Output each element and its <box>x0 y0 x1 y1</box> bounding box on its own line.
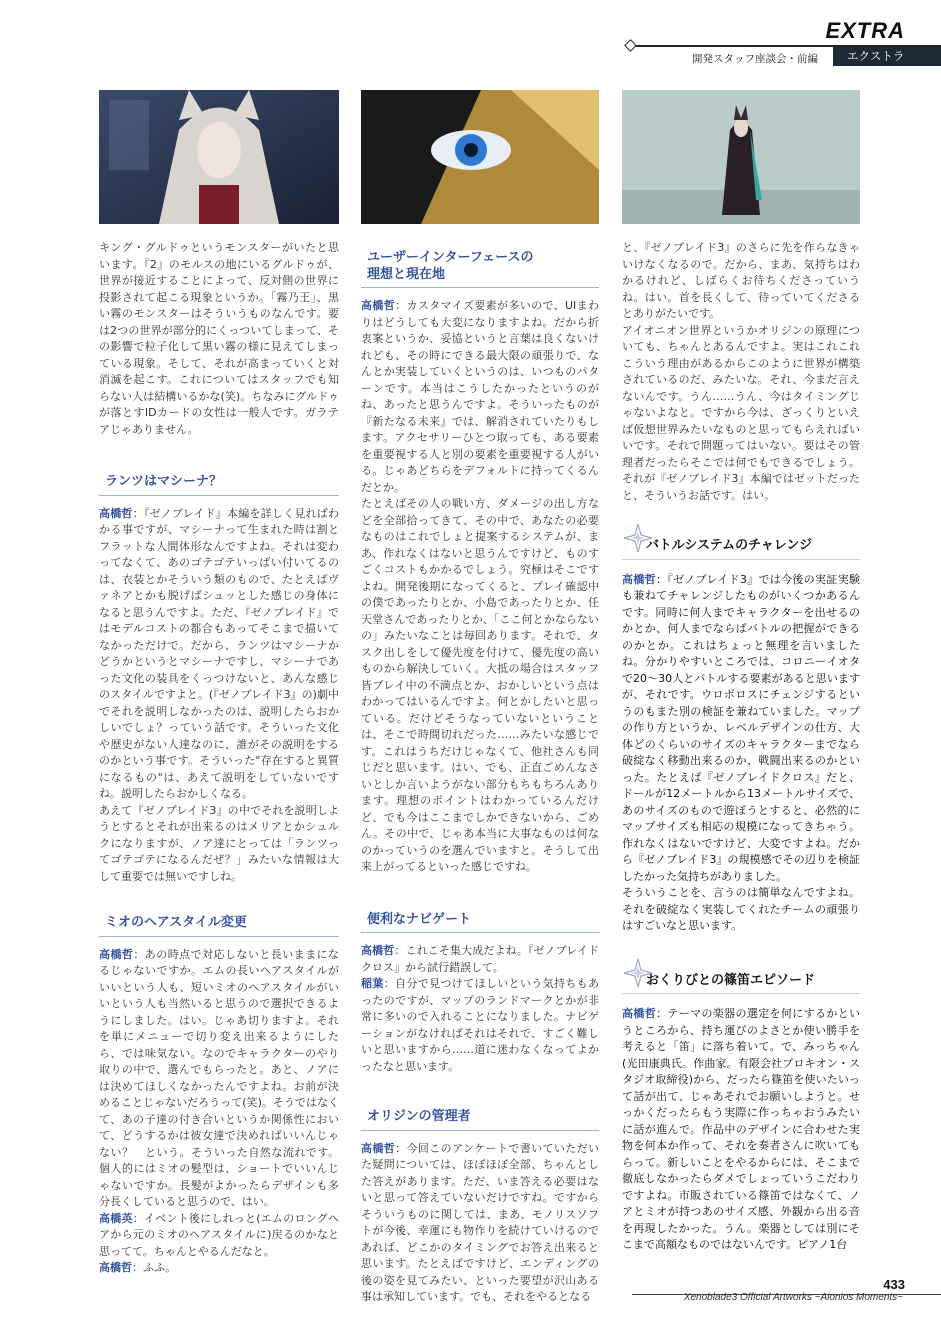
column-1 <box>99 240 339 1277</box>
speech-text: ：『ゼノブレイド』本編を詳しく見ればわかる事ですが、マシーナって生まれた時は割とフラットな人間体形なんですよね。それは変わってなくて、あのゴテゴテいっぱい付いてるのは、衣装とかそういう類のもので、たとえばヴァネアとかも脱げばシュッとした感じの身体になると思うんですよ。ただ、『ゼノブレイド』ではモデルコストの都合もあってそこまで描いてなかっただけで。だから、ランツはマシーナかどうかというとマシーナですし、マシーナであった文化の装具をくっつけないと、あんな感じのスタイルですよと。(『ゼノブレイド3』の)劇中でそれを説明しなかったのは、説明したらおかしいでしょ？っていう話です。そういった文化や歴史がない人達なのに、誰がその説明をするのかという事です。そういった"存在すると異質になるもの"は、あえて説明をしていないですね。説明したらおかしくなる。 <box>99 506 339 800</box>
speech-text: ：テーマの楽器の選定を何にするかというところから、持ち運びのよさとか使い勝手を考えると「笛」に落ち着いて。で、みっちゃん(光田康典氏。作曲家。有限会社プロキオン・スタジオ取締役)から、だったら篠笛を使いたいって話が出て、じゃあそれでお願いしようと。せっかくだったらもう実際に作っちゃおうみたいに話が進んで。作品中のデザインに合わせた実物を何本か作って、それを奏者さんに吹いてもらって。新しいことをやるからには、そこまで徹底しなかったらダメでしょっていうこだわりですよね。市販されている篠笛ではなくて、ノアとミオが持つあのサイズ感、外観から出る音を再現したかった。うん。楽器としては別にそこまで高額なものではないんです。ピアノ1台 <box>622 1007 861 1251</box>
paragraph <box>622 572 860 886</box>
column-2 <box>361 240 599 1306</box>
paragraph: と、『ゼノブレイド3』のさらに先を作らなきゃいけなくなるので。だから、まあ、気持ちはわかるけれど、しばらくお待ちくださっていうね。はい。首を長くして、待っていてくださるとありがたいです。 <box>622 241 860 320</box>
diamond-ornament-icon <box>624 39 637 52</box>
heading-line: 理想と現在地 <box>367 266 446 282</box>
photo-robed-figure <box>622 90 860 224</box>
paragraph <box>99 947 339 1211</box>
paragraph <box>361 976 599 1075</box>
paragraph <box>361 1141 599 1306</box>
paragraph <box>99 1260 339 1277</box>
header-section-label: エクストラ <box>833 47 941 66</box>
speaker-name: 高橋哲 <box>622 1007 657 1020</box>
photo-blue-eye-closeup <box>361 90 599 224</box>
speaker-name: 高橋哲 <box>361 1141 396 1155</box>
paragraph <box>99 506 339 803</box>
paragraph: キング・グルドゥというモンスターがいたと思います。『2』のモルスの地にいるグルドゥが、世界が接近することによって、反対側の世界に投影されて起こる現象というか。「霧乃王」、黒い霧のモンスターはそういうものなんです。要は2つの世界が部分的にくっついてしまって、その影響で粒子化して黒い霧の様に見えてしまっている現象。そして、それが高まっていくと対消滅を起こす。これについてはスタッフでも知らない人は結構いるかな(笑)。ちなみにグルドゥが落とすIDカードの女性は一般人です。ガラテアじゃありません。 <box>99 241 339 436</box>
paragraph: たとえばその人の戦い方、ダメージの出し方などを全部拾ってきて、その中で、あなたの必要なものはこれでしょと提案するシステムが、まあ、作れなくはないと思うんですけど、ものすごくコストもかかるでしょう。究極はそこですよね。開発後期になってくると、プレイ確認中の僕であったりとか、小島であったりとか、任天堂さんであったりとか、「ここ何とかならないの」みたいなことは毎回あります。それで、タスク出しをして優先度を付けて、優先度の高いものから解決していく。大抵の場合はスタッフ皆プレイ中の不満点とか、おかしいという点はわかってはいるんですよ。何とかしたいと思っている。だけどそうなっていないということは、そこで時間切れだった……みたいな感じです。これはうちだけじゃなくて、他社さんも同じだと思います。はい、でも、正直ごめんなさいとしか言いようがない部分もちもちろんあります。理想のポイントはわかっているんだけど、でも今はここまでしかできないから、ごめん。その中で、じゃあ本当に大事なものは何なのかっていうのを選んでいますと。そうして出来上がってるといった感じですね。 <box>361 497 599 873</box>
speech-text: ：自分で見つけてほしいという気持ちもあったのですが、マップのランドマークとかが非常に多いので入れることになりました。ナビゲーションがなければそれはそれで、すごく難しいと思いますから……道に迷わなくなってよかったなと思います。 <box>361 977 600 1073</box>
speech-text: ：イベント後にしれっと(エムのロングヘアから元のミオのヘアスタイルに)戻るのかなと思ってて。ちゃんとやるんだなと。 <box>99 1211 339 1258</box>
paragraph <box>622 1006 860 1254</box>
extra-title: EXTRA <box>825 18 905 43</box>
section-heading <box>622 969 860 995</box>
paragraph: あえて『ゼノブレイド3』の中でそれを説明しようとするとそれが出来るのはメリアとかシュルクになりますが、ノア達にとっては「ランツってゴテゴテになるんだぜ？」みたいな情報は大して重要では無いですしね。 <box>99 803 339 883</box>
photo-white-haired-character <box>99 90 339 224</box>
section-heading <box>622 534 860 560</box>
speech-text: ：これこそ集大成だよね。『ゼノブレイドクロス』から試行錯誤して。 <box>361 944 599 974</box>
speaker-name: 高橋哲 <box>622 572 656 586</box>
speech-text: ：『ゼノブレイド3』では今後の実証実験も兼ねてチャレンジしたものがいくつかあるんです。同時に何人までキャラクターを出せるのかとか、何人までならばバトルの把握ができるのかとか。これはちょっと無理を言いましたね。分かりやすいところでは、コロニーイオタで20〜30人とバトルする要素があると思いますが、それです。ウロボロスにチェンジするというのもまた別の検証を兼ねていました。マップの作り方というか、レベルデザインの仕方、大体どのくらいのサイズのキャラクターまでなら破綻なく移動出来るのか、戦闘出来るのかといった。たとえば『ゼノブレイドクロス』だと、ドールが12メートルから13メートルサイズで、あのサイズのもので遊ぼうとすると、必然的にマップサイズも相応の規模になってきちゃう。作れなくはないですけど、大変ですよね。だから『ゼノブレイド3』の規模感でその辺りを検証したかった気持ちがありました。 <box>622 572 861 883</box>
speaker-name: 稲葉 <box>361 977 384 990</box>
speaker-name: 高橋哲 <box>99 1261 132 1274</box>
page-number: 433 <box>883 1277 905 1292</box>
heading-text: おくりびとの篠笛エピソード <box>646 972 816 988</box>
section-heading: 便利なナビゲート <box>361 906 599 934</box>
section-heading: ランツはマシーナ？ <box>99 468 339 496</box>
column-3 <box>622 240 860 1254</box>
speech-text: ：カスタマイズ要素が多いので、UIまわりはどうしても大変になりますよね。だから折衷案というか、妥協というと言葉は良くないけれども、その時にできる最大限の頑張りで、なんとか実装していくというのは、いつものパターンです。本当はこうしたかったというのがね、あったと思うんですよ。そういったものが『新たなる未来』では、解消されていたりもします。アクセサリーひとつ取っても、ある要素を重要視する人と別の要素を重要視する人がいる。じゃあどちらをデフォルトに持ってくるんだとか。 <box>361 299 600 494</box>
paragraph <box>99 1211 339 1261</box>
sparkle-icon <box>624 524 652 552</box>
speaker-name: 高橋哲 <box>99 506 133 520</box>
paragraph: アイオニオン世界というかオリジンの原理についても、ちゃんとあるんですよ。実はこれこれこういう理由があるからこのように世界が構築されているのだ、みたいな。それ、今まだ言えないんです。うん……うん、今はタイミングじゃないよなと。ですから今は、ざっくりといえば仮想世界みたいなものと思ってもらえればいいです。それで問題ってはいない。要はその管理者だったらそこでは何でもできるでしょう。それが『ゼノブレイド3』本編ではゼットだったと、そういうお話です。はい。 <box>622 323 860 502</box>
section-heading <box>361 244 599 288</box>
heading-text: バトルシステムのチャレンジ <box>646 538 813 553</box>
speaker-name: 高橋哲 <box>361 299 396 312</box>
paragraph: そういうことを、言うのは簡単なんですよね。それを破綻なく実装してくれたチームの頑張りはすごいなと思います。 <box>622 886 860 932</box>
heading-line: ユーザーインターフェースの <box>367 250 534 265</box>
speaker-name: 高橋英 <box>99 1211 133 1225</box>
paragraph <box>361 298 599 496</box>
header-subtitle: 開発スタッフ座談会・前編 <box>692 53 818 65</box>
book-title: Xenoblade3 Official Artworks ~Aionios Moments~ <box>683 1292 903 1303</box>
speech-text: ：今回このアンケートで書いていただいた疑問については、ほぼほぼ全部、ちゃんとした答えがあります。ただ、いま答える必要はないと思って答えていないだけですね。ですからそういうものに関しては、まあ、モノリスソフトが今後、幸運にも物作りを続けていけるのであれば、どこかのタイミングでお答え出来ると思います。たとえばですけど、エンディングの後の姿を見てみたい、といった要望が沢山ある事は承知しています。でも、それをやるとなる <box>361 1141 600 1303</box>
sparkle-icon <box>624 959 652 987</box>
speech-text: ：ふふ。 <box>132 1261 177 1274</box>
paragraph <box>361 943 599 976</box>
speech-text: ：あの時点で対応しないと長いままになるじゃないですか。エムの長いヘアスタイルがいいという人も、短いミオのヘアスタイルがいいという人も当然いると思うので選択できるようにしました。はい。じゃあ切りますよ。それを単にメニューで切り変え出来るようにしたら、では味気ない。なのでキャラクターのやり取りの中で、選んでもらったと。あと、ノアには決めてほしくなかったんですよね。お前が決めることじゃないだろうって(笑)。そうではなくて、あの子達の付き合いというか関係性において、どうするかは彼女達で決めればいいんじゃない？ という。そういった自然な流れです。個人的にはミオの髪型は、ショートでいいんじゃないですか。長髪がよかったらデザインも多分長くしていると思うので、はい。 <box>99 947 340 1208</box>
speaker-name: 高橋哲 <box>361 944 395 957</box>
section-heading: ミオのヘアスタイル変更 <box>99 909 339 937</box>
section-heading: オリジンの管理者 <box>361 1103 599 1131</box>
speaker-name: 高橋哲 <box>99 947 134 961</box>
